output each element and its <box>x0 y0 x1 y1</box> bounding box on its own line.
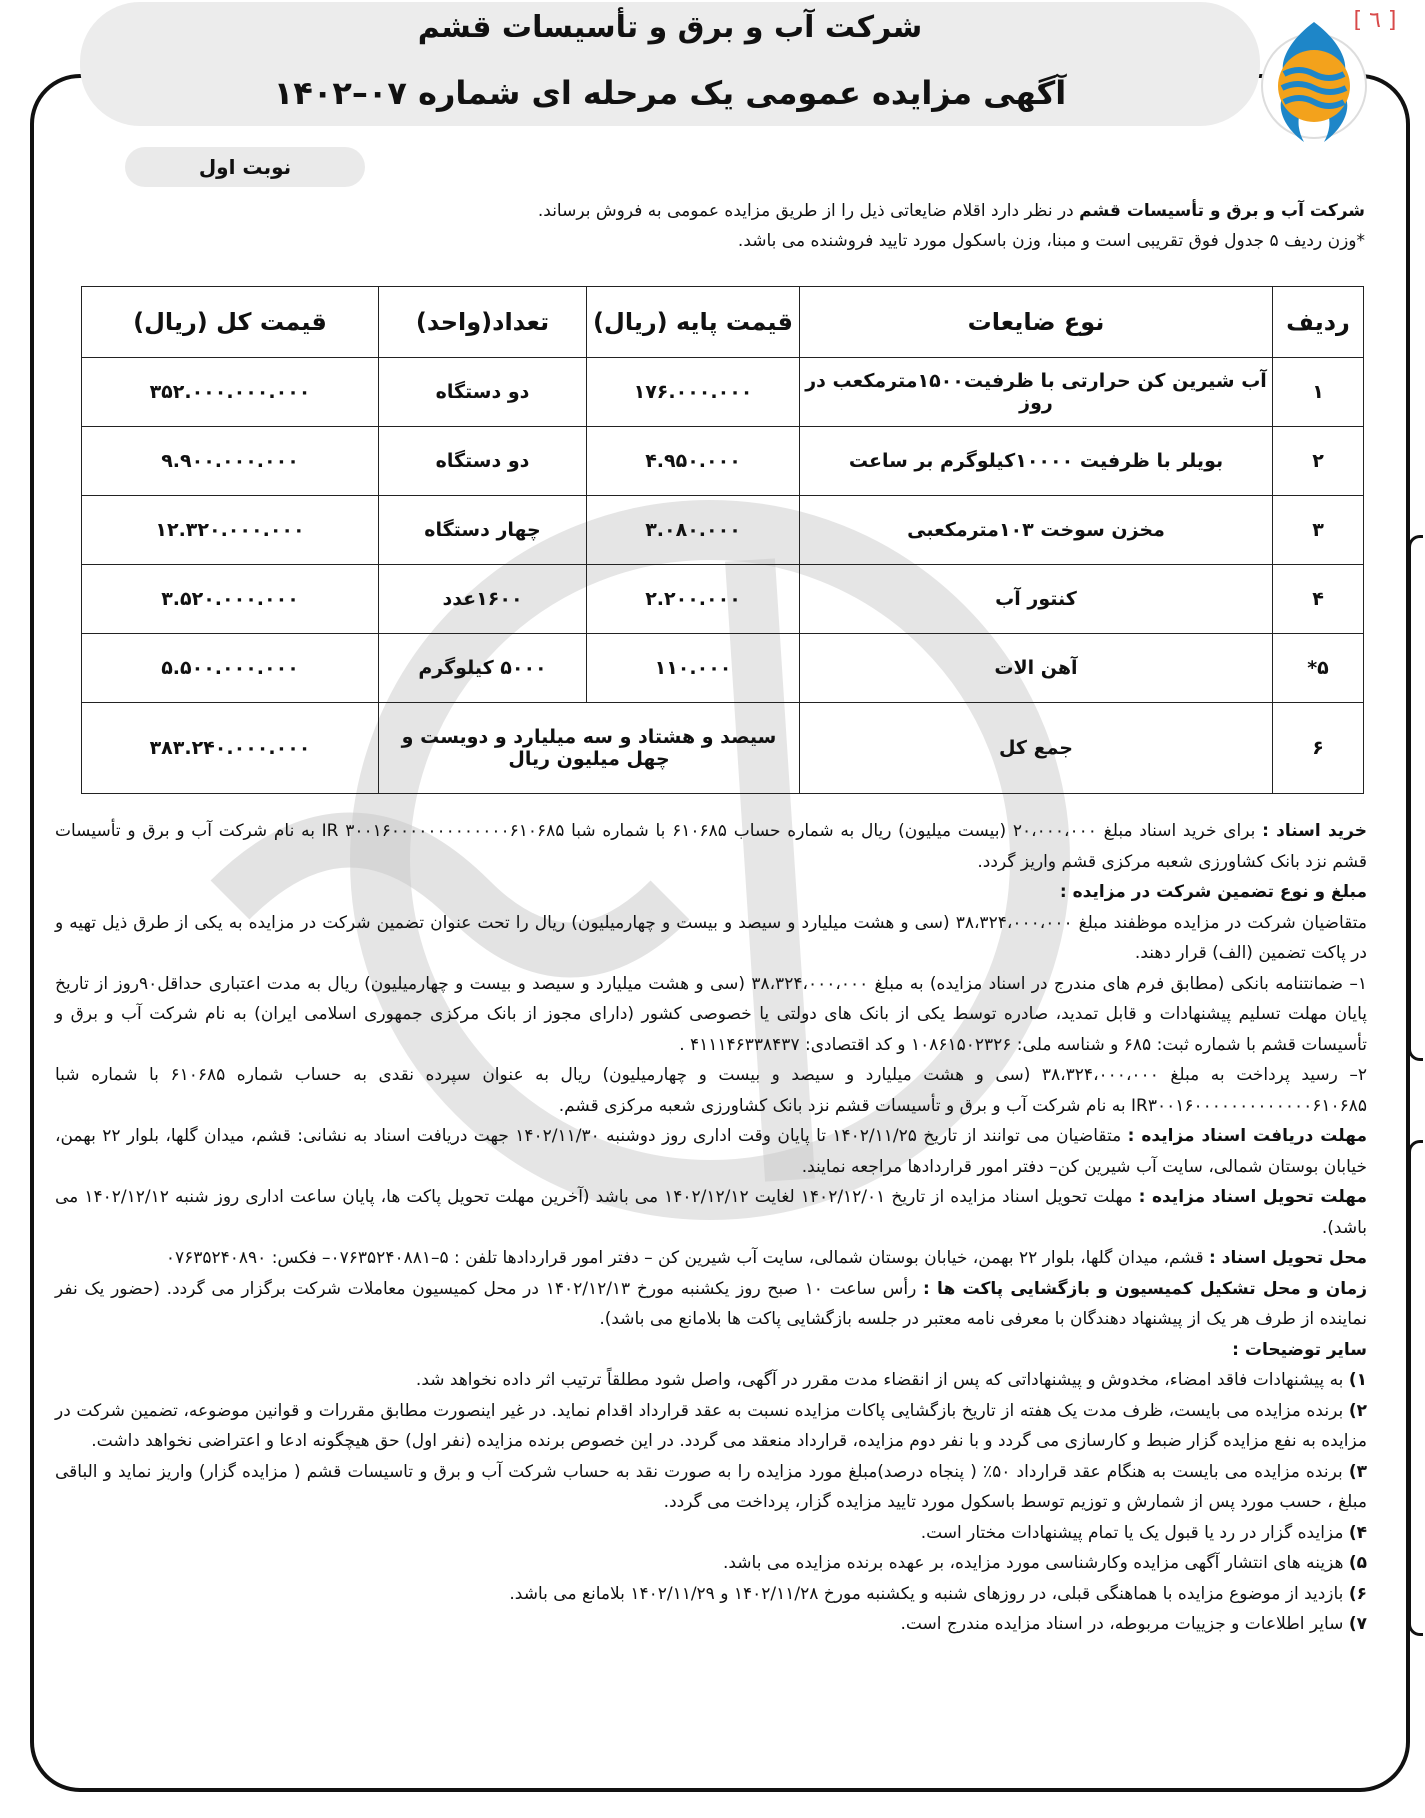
header-banner <box>80 2 1260 126</box>
note-item: ۵) هزینه های انتشار آگهی مزایده وکارشناسی مورد مزایده، بر عهده برنده مزایده می باشد. <box>722 1553 1367 1573</box>
company-title: شرکت آب و برق و تأسیسات قشم <box>417 10 923 45</box>
cell-row-number: ۲ <box>1273 427 1364 496</box>
guarantee-text: متقاضیان شرکت در مزایده موظفند مبلغ ۳۸،۳۲۴،۰۰۰،۰۰۰ (سی و هشت میلیارد و سیصد و بیست و چهارمیلیون) ریال را تحت عنوان تضمین شرکت در مزایده به یکی از طرق ذیل تهیه و در پاکت تضمین (الف) قرار دهند. <box>55 912 1367 963</box>
cell-total-label: جمع کل <box>800 703 1273 794</box>
intro-text <box>65 196 1365 256</box>
delivery-place-label: محل تحویل اسناد : <box>1209 1248 1367 1268</box>
cell-row-number: ۴ <box>1273 565 1364 634</box>
cell-base-price: ۲.۲۰۰.۰۰۰ <box>587 565 800 634</box>
cell-quantity: چهار دستگاه <box>379 496 587 565</box>
round-label: نوبت اول <box>125 147 365 187</box>
guarantee-option-2: ۲– رسید پرداخت به مبلغ ۳۸،۳۲۴،۰۰۰،۰۰۰ (سی و هشت میلیارد و سیصد و بیست و چهارمیلیون) ریال به عنوان سپرده نقدی به حساب شماره ۶۱۰۶۸۵ با شماره شبا IR۳۰۰۱۶۰۰۰۰۰۰۰۰۰۰۰۰۰۶۱۰۶۸۵ به نام شرکت آب و برق و تأسیسات قشم نزد بانک کشاورزی شعبه مرکزی قشم. <box>55 1065 1368 1116</box>
note-item: ۶) بازدید از موضوع مزایده با هماهنگی قبلی، در روزهای شنبه و یکشنبه مورخ ۱۴۰۲/۱۱/۲۸ و ۱۴۰۲/۱۱/۲۹ بلامانع می باشد. <box>509 1583 1367 1604</box>
deadline-label: مهلت دریافت اسناد مزایده : <box>1127 1126 1367 1146</box>
delivery-deadline-paragraph <box>55 1182 1367 1243</box>
cell-total-price: ۹.۹۰۰.۰۰۰.۰۰۰ <box>82 427 379 496</box>
deadline-text: متقاضیان می توانند از تاریخ ۱۴۰۲/۱۱/۲۵ تا پایان وقت اداری روز دوشنبه ۱۴۰۲/۱۱/۳۰ جهت دریافت اسناد به نشانی: قشم، میدان گلها، بلوار ۲۲ بهمن، خیابان بوستان شمالی، سایت آب شیرین کن– دفتر امور قراردادها مراجعه نمایند. <box>55 1126 1367 1177</box>
cell-item-type: کنتور آب <box>800 565 1273 634</box>
corner-tag-icon: [ ٦ ] <box>1353 8 1397 33</box>
terms-body <box>55 816 1367 1640</box>
note-item: ۳) برنده مزایده می بایست به هنگام عقد قرارداد ۵۰٪ ( پنجاه درصد)مبلغ مورد مزایده را به صورت نقد به حساب شرکت آب و برق و تاسیسات قشم ( مزایده گزار) واریز نماید و الباقی مبلغ ، حسب مورد پس از شمارش و توزیم توسط باسکول مورد تایید مزایده گزار، پرداخت می گردد. <box>55 1461 1367 1512</box>
header-item-type: نوع ضایعات <box>800 287 1273 358</box>
cell-base-price: ۱۷۶.۰۰۰.۰۰۰ <box>587 358 800 427</box>
purchase-text: برای خرید اسناد مبلغ ۲۰،۰۰۰،۰۰۰ (بیست میلیون) ریال به شماره حساب ۶۱۰۶۸۵ با شماره شبا IR ۳۰۰۱۶۰۰۰۰۰۰۰۰۰۰۰۰۰۶۱۰۶۸۵ به نام شرکت آب و برق و تأسیسات قشم نزد بانک کشاورزی شعبه مرکزی قشم واریز گردد. <box>55 821 1367 872</box>
opening-label: زمان و محل تشکیل کمیسیون و بازگشایی پاکت ها : <box>923 1278 1367 1299</box>
note-item: ۷) سایر اطلاعات و جزییات مربوطه، در اسناد مزایده مندرج است. <box>900 1614 1367 1634</box>
purchase-label: خرید اسناد : <box>1262 821 1367 841</box>
cell-item-type: آهن الات <box>800 634 1273 703</box>
guarantee-option-1: ۱– ضمانتنامه بانکی (مطابق فرم های مندرج در اسناد مزایده) به مبلغ ۳۸،۳۲۴،۰۰۰،۰۰۰ (سی و هشت میلیارد و سیصد و بیست و چهارمیلیون) ریال به مدت اعتباری حداقل۹۰روز از تاریخ پایان مهلت تسلیم پیشنهادات و قابل تمدید، صادره توسط یکی از بانک های دولتی یا خصوصی کشور (دارای مجوز از بانک مرکزی جمهوری اسلامی ایران) به نام شرکت آب و برق و تأسیسات قشم با شماره ثبت: ۶۸۵ و شناسه ملی: ۱۰۸۶۱۵۰۲۳۲۶ و کد اقتصادی: ۴۱۱۱۴۶۳۳۸۴۳۷ . <box>55 973 1367 1055</box>
cell-item-type: بویلر با ظرفیت ۱۰۰۰۰کیلوگرم بر ساعت <box>800 427 1273 496</box>
cell-quantity: ۱۶۰۰عدد <box>379 565 587 634</box>
cell-grand-total: ۳۸۳.۲۴۰.۰۰۰.۰۰۰ <box>82 703 379 794</box>
delivery-deadline-label: مهلت تحویل اسناد مزایده : <box>1138 1187 1368 1207</box>
table-row <box>82 427 1364 496</box>
intro-line-2: *وزن ردیف ۵ جدول فوق تقریبی است و مبنا، وزن باسکول مورد تایید فروشنده می باشد. <box>737 231 1365 251</box>
ad-title: آگهی مزایده عمومی یک مرحله ای شماره ۰۷–۱۴۰۲ <box>273 74 1067 112</box>
opening-paragraph <box>55 1274 1367 1335</box>
page-edge-bracket <box>1408 535 1423 1061</box>
company-logo-icon <box>1254 14 1374 154</box>
cell-total-price: ۳.۵۲۰.۰۰۰.۰۰۰ <box>82 565 379 634</box>
intro-line-1 <box>65 196 1365 226</box>
note-item: ۲) برنده مزایده می بایست، ظرف مدت یک هفته از تاریخ بازگشایی پاکات مزایده نسبت به عقد قرارداد اقدام نماید. در غیر اینصورت مطابق مقررات و قوانین موضوعه، تضمین شرکت در مزایده به نفع مزایده گزار ضبط و کارسازی می گردد و با نفر دوم مزایده، قرارداد منعقد می گردد. در این خصوص برنده مزایده (نفر اول) حق هیچگونه ادعا و اعتراضی نخواهد داشت. <box>55 1400 1367 1451</box>
purchase-paragraph <box>55 816 1367 877</box>
items-table <box>81 286 1364 794</box>
delivery-place-text: قشم، میدان گلها، بلوار ۲۲ بهمن، خیابان بوستان شمالی، سایت آب شیرین کن – دفتر امور قراردادها تلفن : ۵–۰۷۶۳۵۲۴۰۸۸۱– فکس: ۰۷۶۳۵۲۴۰۸۹۰ <box>165 1248 1210 1268</box>
intro-description: در نظر دارد اقلام ضایعاتی ذیل را از طریق مزایده عمومی به فروش برساند. <box>537 201 1080 221</box>
table-total-row <box>82 703 1364 794</box>
cell-base-price: ۴.۹۵۰.۰۰۰ <box>587 427 800 496</box>
cell-base-price: ۱۱۰.۰۰۰ <box>587 634 800 703</box>
header-base-price: قیمت پایه (ریال) <box>587 287 800 358</box>
table-row <box>82 496 1364 565</box>
guarantee-heading: مبلغ و نوع تضمین شرکت در مزایده : <box>1059 882 1367 902</box>
notes-heading: سایر توضیحات : <box>1232 1339 1367 1360</box>
delivery-place-paragraph <box>55 1243 1367 1274</box>
cell-quantity: دو دستگاه <box>379 358 587 427</box>
opening-text: رأس ساعت ۱۰ صبح روز یکشنبه مورخ ۱۴۰۲/۱۲/۱۳ در محل کمیسیون معاملات شرکت برگزار می گردد. (حضور یک نفر نماینده از طرف هر یک از پیشنهاد دهندگان با معرفی نامه معتبر در جلسه بازگشایی پاکت ها بلامانع می باشد). <box>55 1278 1367 1329</box>
cell-total-price: ۱۲.۳۲۰.۰۰۰.۰۰۰ <box>82 496 379 565</box>
note-item: ۴) مزایده گزار در رد یا قبول یک یا تمام پیشنهادات مختار است. <box>920 1522 1367 1543</box>
cell-row-number: ۱ <box>1273 358 1364 427</box>
cell-row-number: ۳ <box>1273 496 1364 565</box>
header-row-number: ردیف <box>1273 287 1364 358</box>
intro-company: شرکت آب و برق و تأسیسات قشم <box>1079 201 1365 221</box>
table-header-row <box>82 287 1364 358</box>
table-row <box>82 565 1364 634</box>
cell-item-type: آب شیرین کن حرارتی با ظرفیت۱۵۰۰مترمکعب در روز <box>800 358 1273 427</box>
cell-item-type: مخزن سوخت ۱۰۳مترمکعبی <box>800 496 1273 565</box>
table-row <box>82 634 1364 703</box>
header-quantity: تعداد(واحد) <box>379 287 587 358</box>
deadline-paragraph <box>55 1121 1367 1182</box>
table-row <box>82 358 1364 427</box>
cell-total-price: ۵.۵۰۰.۰۰۰.۰۰۰ <box>82 634 379 703</box>
delivery-deadline-text: مهلت تحویل اسناد مزایده از تاریخ ۱۴۰۲/۱۲/۰۱ لغایت ۱۴۰۲/۱۲/۱۲ می باشد (آخرین مهلت تحویل پاکت ها، پایان ساعت اداری روز شنبه ۱۴۰۲/۱۲/۱۲ می باشد). <box>55 1187 1367 1238</box>
cell-total-words: سیصد و هشتاد و سه میلیارد و دویست و چهل میلیون ریال <box>379 703 800 794</box>
cell-quantity: ۵۰۰۰ کیلوگرم <box>379 634 587 703</box>
cell-quantity: دو دستگاه <box>379 427 587 496</box>
note-item: ۱) به پیشنهادات فاقد امضاء، مخدوش و پیشنهاداتی که پس از انقضاء مدت مقرر در آگهی، واصل شود مطلقاً ترتیب اثر داده نخواهد شد. <box>415 1370 1367 1390</box>
page-edge-bracket <box>1408 1140 1423 1636</box>
cell-total-price: ۳۵۲.۰۰۰.۰۰۰.۰۰۰ <box>82 358 379 427</box>
header-total-price: قیمت کل (ریال) <box>82 287 379 358</box>
cell-base-price: ۳.۰۸۰.۰۰۰ <box>587 496 800 565</box>
cell-row-number: ۵* <box>1273 634 1364 703</box>
cell-row-number: ۶ <box>1273 703 1364 794</box>
